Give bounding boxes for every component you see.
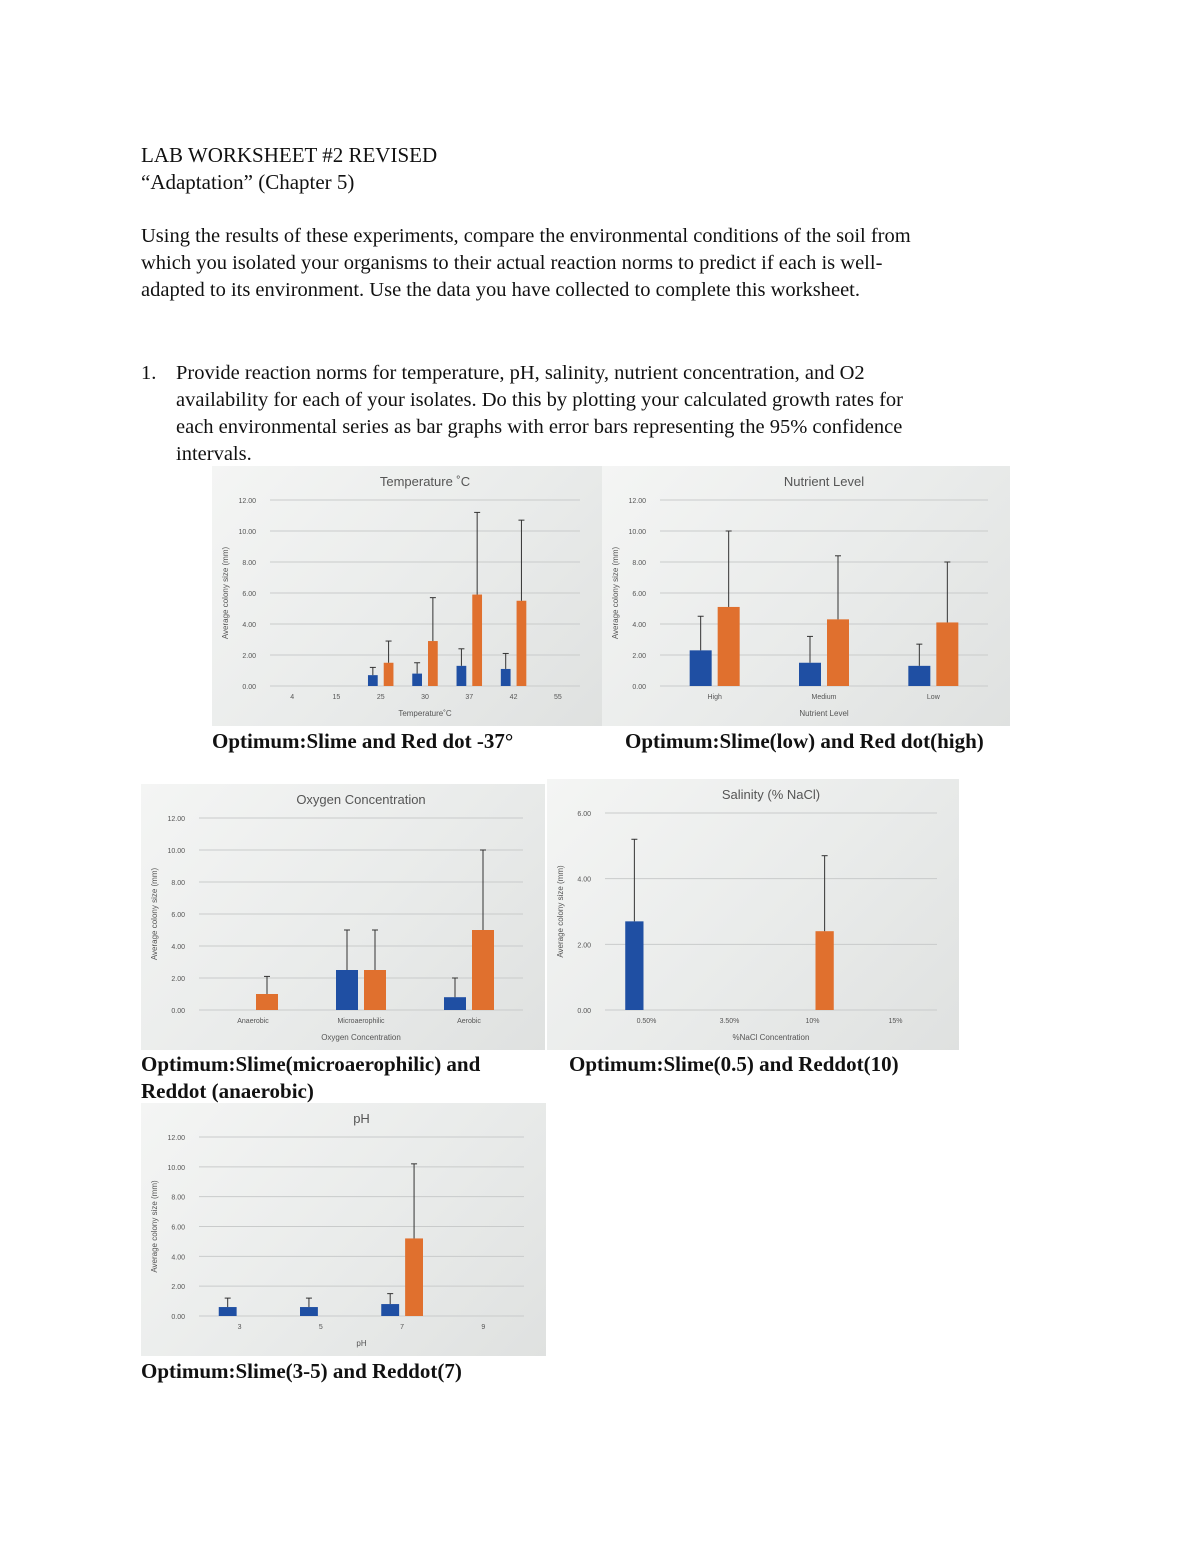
intro-line: adapted to its environment. Use the data you have collected to complete this worksheet.	[141, 279, 860, 301]
y-tick-label: 6.00	[632, 591, 646, 598]
x-tick-label: 30	[421, 694, 429, 701]
y-tick-label: 2.00	[577, 942, 591, 950]
y-tick-label: 8.00	[242, 560, 256, 567]
temperature-chart-svg	[212, 466, 602, 726]
nutrient-chart-photo	[602, 466, 1010, 726]
y-axis-label: Average colony size (mm)	[556, 865, 565, 958]
oxygen-caption-line1: Optimum:Slime(microaerophilic) and	[141, 1052, 481, 1076]
bar	[412, 674, 422, 686]
y-axis-label: Average colony size (mm)	[611, 546, 620, 640]
bar	[718, 607, 740, 686]
oxygen-chart-title: Oxygen Concentration	[296, 792, 426, 807]
x-axis-label: pH	[356, 1339, 367, 1348]
x-tick-label: 3	[237, 1324, 242, 1331]
nutrient-caption: Optimum:Slime(low) and Red dot(high)	[625, 729, 984, 753]
worksheet-title: LAB WORKSHEET #2 REVISED	[141, 143, 438, 167]
bar	[381, 1304, 399, 1316]
question-number: 1.	[141, 362, 157, 384]
question-line: Provide reaction norms for temperature, pH, salinity, nutrient concentration, and O2	[176, 362, 865, 384]
worksheet-subtitle: “Adaptation” (Chapter 5)	[141, 170, 355, 194]
y-tick-label: 0.00	[171, 1008, 185, 1015]
question-line: each environmental series as bar graphs with error bars representing the 95% confidence	[176, 416, 903, 438]
x-tick-label: 25	[376, 694, 385, 701]
y-axis-label: Average colony size (mm)	[150, 867, 159, 961]
intro-line: Using the results of these experiments, compare the environmental conditions of the soil from	[141, 225, 911, 247]
bar	[444, 997, 466, 1010]
ph-chart-photo	[141, 1103, 546, 1356]
x-tick-label: Microaerophilic	[337, 1018, 385, 1025]
bar	[336, 970, 358, 1010]
x-tick-label: 9	[481, 1324, 486, 1331]
x-tick-label: 5	[318, 1324, 323, 1331]
intro-line: which you isolated your organisms to their actual reaction norms to predict if each is well-	[141, 252, 883, 274]
ph-chart-svg	[141, 1103, 546, 1356]
x-axis-label: %NaCl Concentration	[732, 1033, 810, 1042]
bar	[219, 1307, 237, 1316]
x-tick-label: High	[707, 694, 722, 701]
bar	[625, 921, 643, 1010]
y-tick-label: 4.00	[577, 876, 591, 884]
x-tick-label: Low	[926, 694, 940, 701]
intro-paragraph	[141, 223, 1041, 304]
y-axis-label: Average colony size (mm)	[150, 1180, 159, 1273]
x-tick-label: 4	[290, 694, 295, 701]
x-axis-label: Oxygen Concentration	[321, 1033, 401, 1042]
x-tick-label: Anaerobic	[237, 1018, 269, 1025]
x-tick-label: 37	[465, 694, 474, 701]
bar	[799, 663, 821, 686]
x-axis-label: Temperature˚C	[398, 709, 452, 718]
y-tick-label: 6.00	[577, 811, 591, 818]
y-tick-label: 10.00	[167, 1164, 185, 1172]
y-tick-label: 0.00	[632, 684, 646, 691]
x-tick-label: 42	[509, 694, 518, 701]
salinity-caption: Optimum:Slime(0.5) and Reddot(10)	[569, 1052, 899, 1076]
nutrient-chart-title: Nutrient Level	[783, 474, 865, 489]
question-line: intervals.	[176, 443, 252, 465]
salinity-chart-photo	[547, 779, 959, 1050]
y-tick-label: 6.00	[242, 591, 256, 598]
y-tick-label: 2.00	[242, 653, 256, 660]
x-tick-label: Medium	[811, 694, 837, 701]
y-axis-label: Average colony size (mm)	[221, 546, 230, 640]
y-tick-label: 12.00	[167, 816, 185, 823]
ph-caption: Optimum:Slime(3-5) and Reddot(7)	[141, 1359, 462, 1383]
oxygen-chart-svg	[141, 784, 545, 1050]
y-tick-label: 0.00	[242, 684, 256, 691]
y-tick-label: 12.00	[167, 1135, 185, 1142]
y-tick-label: 4.00	[242, 622, 256, 629]
bar	[501, 669, 511, 686]
x-axis-label: Nutrient Level	[799, 709, 849, 718]
bar	[405, 1238, 423, 1316]
bar	[384, 663, 394, 686]
y-tick-label: 0.00	[171, 1314, 185, 1321]
bar	[364, 970, 386, 1010]
y-tick-label: 4.00	[171, 944, 185, 951]
y-tick-label: 2.00	[171, 976, 185, 983]
y-tick-label: 0.00	[577, 1008, 591, 1015]
y-tick-label: 10.00	[238, 529, 256, 536]
x-tick-label: 15%	[888, 1018, 903, 1025]
ph-chart-title: pH	[353, 1111, 370, 1126]
temperature-chart-photo	[212, 466, 602, 726]
y-tick-label: 4.00	[171, 1254, 185, 1262]
x-tick-label: 7	[400, 1324, 405, 1331]
y-tick-label: 6.00	[171, 912, 185, 919]
bar	[690, 650, 712, 686]
temperature-caption: Optimum:Slime and Red dot -37°	[212, 729, 514, 753]
bar	[936, 622, 958, 686]
bar	[300, 1307, 318, 1316]
y-tick-label: 2.00	[171, 1284, 185, 1292]
bar	[368, 675, 378, 686]
question-line: availability for each of your isolates. Do this by plotting your calculated growth rates for	[176, 389, 903, 411]
temperature-chart-title: Temperature ˚C	[379, 474, 471, 489]
bar	[428, 641, 438, 686]
y-tick-label: 10.00	[167, 848, 185, 855]
x-tick-label: 15	[332, 694, 341, 701]
y-tick-label: 6.00	[171, 1224, 185, 1232]
x-tick-label: 10%	[805, 1018, 820, 1025]
salinity-chart-svg	[547, 779, 959, 1050]
y-tick-label: 12.00	[628, 498, 646, 505]
salinity-chart-title: Salinity (% NaCl)	[721, 787, 821, 802]
bar	[472, 595, 482, 686]
bar	[827, 619, 849, 686]
x-tick-label: 55	[553, 694, 562, 701]
y-tick-label: 2.00	[632, 653, 646, 660]
bar	[256, 994, 278, 1010]
y-tick-label: 10.00	[628, 529, 646, 536]
bar	[908, 666, 930, 686]
bar	[472, 930, 494, 1010]
nutrient-chart-svg	[602, 466, 1010, 726]
y-tick-label: 12.00	[238, 498, 256, 505]
bar	[816, 931, 834, 1010]
x-tick-label: 0.50%	[636, 1018, 657, 1025]
question-text	[176, 360, 903, 468]
x-tick-label: Aerobic	[457, 1018, 481, 1025]
oxygen-caption-line2: Reddot (anaerobic)	[141, 1079, 314, 1103]
bar	[457, 666, 467, 686]
bar	[517, 601, 527, 686]
oxygen-chart-photo	[141, 784, 545, 1050]
y-tick-label: 8.00	[171, 1194, 185, 1202]
y-tick-label: 8.00	[171, 880, 185, 887]
x-tick-label: 3.50%	[719, 1018, 740, 1025]
y-tick-label: 8.00	[632, 560, 646, 567]
y-tick-label: 4.00	[632, 622, 646, 629]
